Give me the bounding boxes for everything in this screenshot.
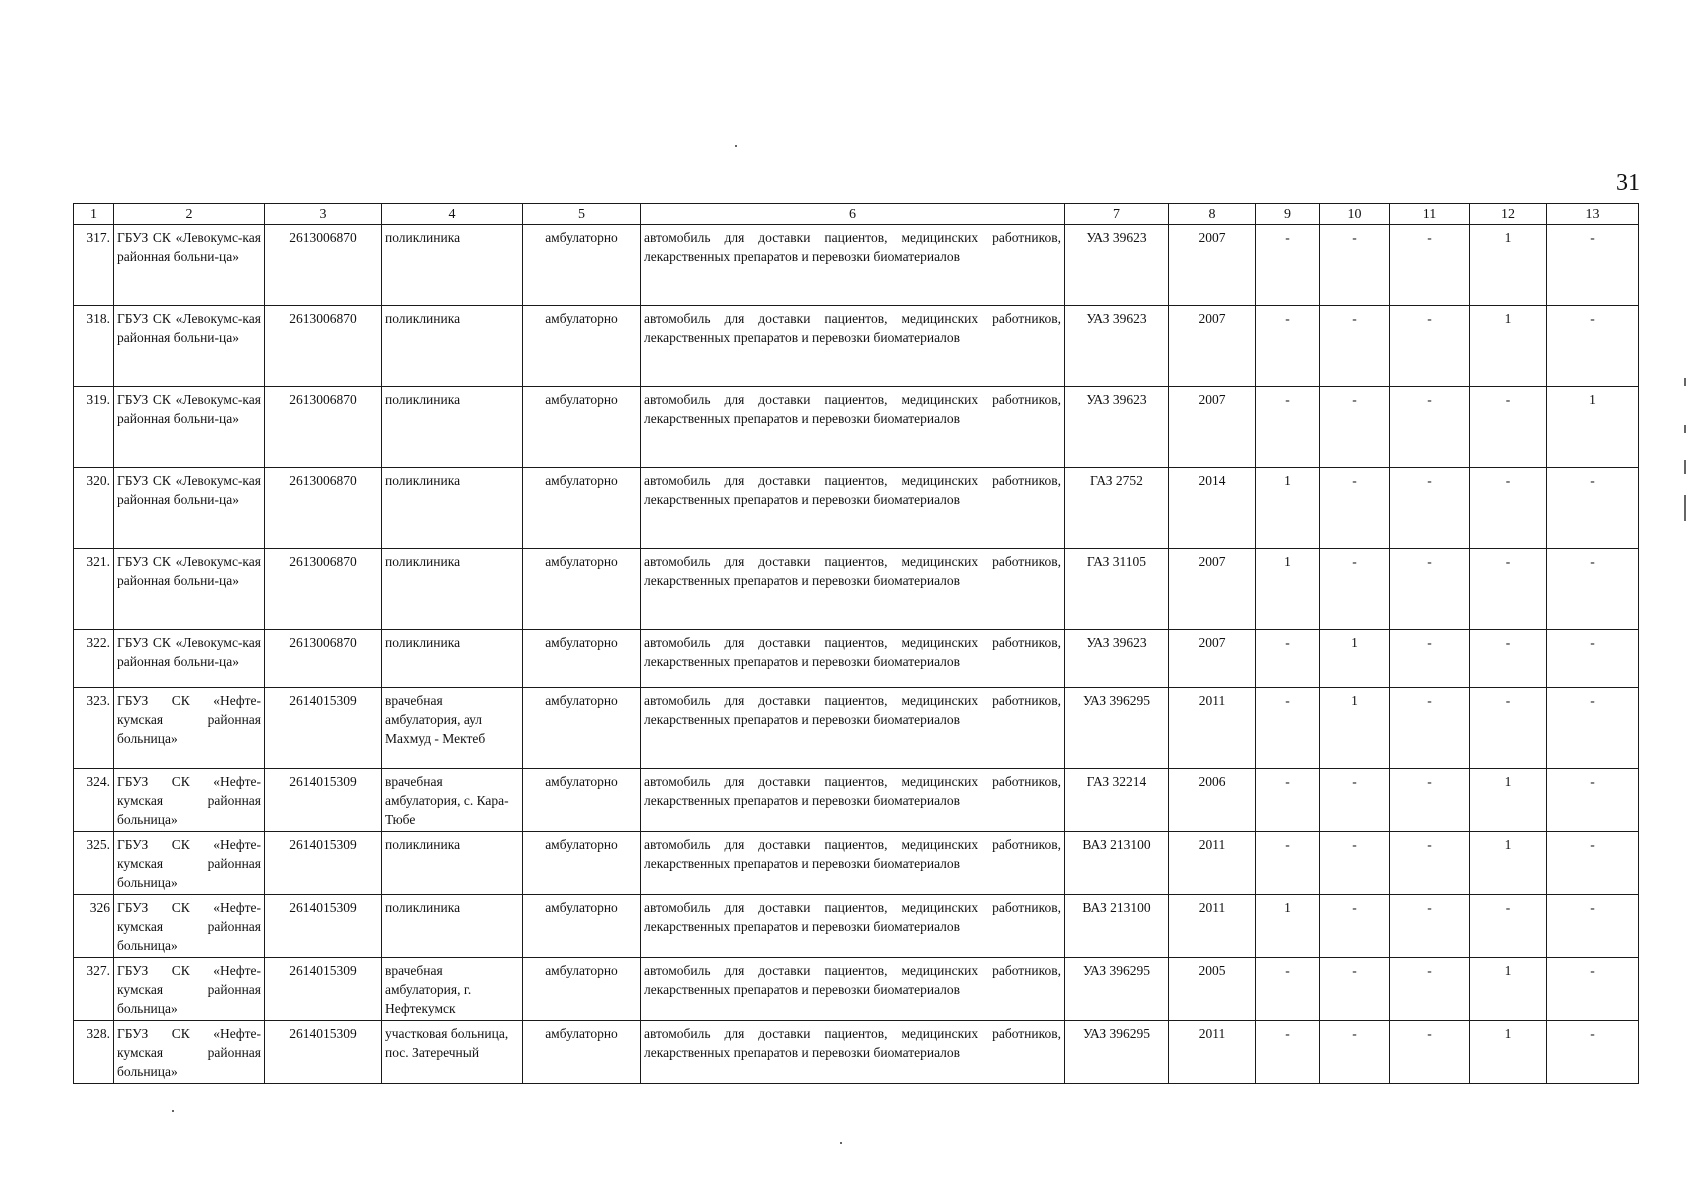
wear-category-10-cell: - [1320, 306, 1390, 387]
subdivision-name-cell: поликлиника [382, 387, 523, 468]
wear-category-12-cell: - [1470, 688, 1547, 769]
vehicle-purpose-cell: автомобиль для доставки пациентов, медицинских работников, лекарственных препаратов и перевозки биоматериалов [641, 832, 1065, 895]
wear-category-10-cell: - [1320, 549, 1390, 630]
row-number-cell: 323. [74, 688, 114, 769]
manufacture-year-cell: 2007 [1169, 630, 1256, 688]
wear-category-12-cell: 1 [1470, 958, 1547, 1021]
manufacture-year-cell: 2007 [1169, 225, 1256, 306]
organization-name-cell: ГБУЗ СК «Левокумс-кая районная больни-ца» [114, 387, 265, 468]
vehicle-purpose-cell: автомобиль для доставки пациентов, медицинских работников, лекарственных препаратов и перевозки биоматериалов [641, 895, 1065, 958]
vehicle-purpose-cell: автомобиль для доставки пациентов, медицинских работников, лекарственных препаратов и перевозки биоматериалов [641, 769, 1065, 832]
table-row [74, 225, 1639, 306]
table-row [74, 688, 1639, 769]
wear-category-13-cell: - [1547, 225, 1639, 306]
wear-category-11-cell: - [1390, 630, 1470, 688]
wear-category-11-cell: - [1390, 225, 1470, 306]
table-row [74, 958, 1639, 1021]
wear-category-12-cell: 1 [1470, 832, 1547, 895]
vehicle-purpose-cell: автомобиль для доставки пациентов, медицинских работников, лекарственных препаратов и перевозки биоматериалов [641, 468, 1065, 549]
table-body [74, 225, 1639, 1084]
vehicle-model-cell: УАЗ 39623 [1065, 306, 1169, 387]
wear-category-9-cell: - [1256, 225, 1320, 306]
wear-category-13-cell: - [1547, 832, 1639, 895]
wear-category-9-cell: - [1256, 1021, 1320, 1084]
wear-category-9-cell: - [1256, 688, 1320, 769]
wear-category-13-cell: - [1547, 468, 1639, 549]
wear-category-10-cell: - [1320, 468, 1390, 549]
inn-number-cell: 2613006870 [265, 549, 382, 630]
column-header: 9 [1256, 204, 1320, 225]
inn-number-cell: 2613006870 [265, 387, 382, 468]
vehicle-purpose-cell: автомобиль для доставки пациентов, медицинских работников, лекарственных препаратов и перевозки биоматериалов [641, 306, 1065, 387]
organization-name-cell: ГБУЗ СК «Нефте-кумская районная больница» [114, 688, 265, 769]
vehicle-model-cell: ВАЗ 213100 [1065, 895, 1169, 958]
wear-category-10-cell: - [1320, 387, 1390, 468]
wear-category-13-cell: - [1547, 306, 1639, 387]
row-number-cell: 325. [74, 832, 114, 895]
care-conditions-cell: амбулаторно [523, 630, 641, 688]
vehicle-model-cell: УАЗ 39623 [1065, 630, 1169, 688]
organization-name-cell: ГБУЗ СК «Левокумс-кая районная больни-ца» [114, 225, 265, 306]
organization-name-cell: ГБУЗ СК «Нефте-кумская районная больница» [114, 958, 265, 1021]
organization-name-cell: ГБУЗ СК «Нефте-кумская районная больница» [114, 769, 265, 832]
manufacture-year-cell: 2011 [1169, 1021, 1256, 1084]
wear-category-11-cell: - [1390, 306, 1470, 387]
wear-category-13-cell: - [1547, 1021, 1639, 1084]
wear-category-11-cell: - [1390, 549, 1470, 630]
row-number-cell: 318. [74, 306, 114, 387]
row-number-cell: 322. [74, 630, 114, 688]
wear-category-11-cell: - [1390, 1021, 1470, 1084]
column-header: 6 [641, 204, 1065, 225]
inn-number-cell: 2613006870 [265, 630, 382, 688]
column-header: 2 [114, 204, 265, 225]
organization-name-cell: ГБУЗ СК «Левокумс-кая районная больни-ца» [114, 549, 265, 630]
column-header: 13 [1547, 204, 1639, 225]
vehicle-model-cell: ВАЗ 213100 [1065, 832, 1169, 895]
subdivision-name-cell: поликлиника [382, 306, 523, 387]
inn-number-cell: 2614015309 [265, 895, 382, 958]
subdivision-name-cell: поликлиника [382, 549, 523, 630]
subdivision-name-cell: поликлиника [382, 468, 523, 549]
wear-category-12-cell: 1 [1470, 769, 1547, 832]
wear-category-12-cell: - [1470, 630, 1547, 688]
column-header: 8 [1169, 204, 1256, 225]
wear-category-11-cell: - [1390, 387, 1470, 468]
subdivision-name-cell: поликлиника [382, 832, 523, 895]
subdivision-name-cell: врачебная амбулатория, с. Кара-Тюбе [382, 769, 523, 832]
care-conditions-cell: амбулаторно [523, 549, 641, 630]
manufacture-year-cell: 2006 [1169, 769, 1256, 832]
table-row [74, 549, 1639, 630]
wear-category-11-cell: - [1390, 769, 1470, 832]
wear-category-11-cell: - [1390, 688, 1470, 769]
column-header: 4 [382, 204, 523, 225]
wear-category-11-cell: - [1390, 468, 1470, 549]
wear-category-10-cell: - [1320, 1021, 1390, 1084]
row-number-cell: 319. [74, 387, 114, 468]
table-row [74, 895, 1639, 958]
vehicle-model-cell: ГАЗ 32214 [1065, 769, 1169, 832]
row-number-cell: 327. [74, 958, 114, 1021]
care-conditions-cell: амбулаторно [523, 958, 641, 1021]
organization-name-cell: ГБУЗ СК «Нефте-кумская районная больница» [114, 895, 265, 958]
vehicle-purpose-cell: автомобиль для доставки пациентов, медицинских работников, лекарственных препаратов и перевозки биоматериалов [641, 1021, 1065, 1084]
care-conditions-cell: амбулаторно [523, 468, 641, 549]
row-number-cell: 324. [74, 769, 114, 832]
scan-edge-mark [1684, 378, 1686, 386]
manufacture-year-cell: 2007 [1169, 549, 1256, 630]
manufacture-year-cell: 2014 [1169, 468, 1256, 549]
vehicle-table [73, 203, 1639, 1084]
inn-number-cell: 2614015309 [265, 958, 382, 1021]
wear-category-9-cell: 1 [1256, 468, 1320, 549]
table-row [74, 832, 1639, 895]
vehicle-purpose-cell: автомобиль для доставки пациентов, медицинских работников, лекарственных препаратов и перевозки биоматериалов [641, 958, 1065, 1021]
table-row [74, 387, 1639, 468]
scan-edge-mark [1684, 495, 1686, 521]
column-header: 10 [1320, 204, 1390, 225]
inn-number-cell: 2613006870 [265, 468, 382, 549]
organization-name-cell: ГБУЗ СК «Левокумс-кая районная больни-ца» [114, 306, 265, 387]
scan-speck [172, 1110, 174, 1112]
column-header: 11 [1390, 204, 1470, 225]
vehicle-purpose-cell: автомобиль для доставки пациентов, медицинских работников, лекарственных препаратов и перевозки биоматериалов [641, 225, 1065, 306]
care-conditions-cell: амбулаторно [523, 769, 641, 832]
wear-category-12-cell: - [1470, 549, 1547, 630]
wear-category-10-cell: - [1320, 895, 1390, 958]
wear-category-12-cell: - [1470, 895, 1547, 958]
wear-category-12-cell: 1 [1470, 306, 1547, 387]
inn-number-cell: 2614015309 [265, 1021, 382, 1084]
care-conditions-cell: амбулаторно [523, 688, 641, 769]
wear-category-9-cell: 1 [1256, 895, 1320, 958]
wear-category-13-cell: - [1547, 688, 1639, 769]
wear-category-10-cell: 1 [1320, 688, 1390, 769]
vehicle-model-cell: УАЗ 396295 [1065, 958, 1169, 1021]
scan-edge-mark [1684, 460, 1686, 474]
wear-category-13-cell: - [1547, 958, 1639, 1021]
wear-category-9-cell: 1 [1256, 549, 1320, 630]
subdivision-name-cell: поликлиника [382, 895, 523, 958]
table-row [74, 630, 1639, 688]
wear-category-9-cell: - [1256, 769, 1320, 832]
wear-category-10-cell: - [1320, 225, 1390, 306]
column-header: 12 [1470, 204, 1547, 225]
wear-category-12-cell: - [1470, 387, 1547, 468]
manufacture-year-cell: 2011 [1169, 895, 1256, 958]
inn-number-cell: 2613006870 [265, 306, 382, 387]
wear-category-12-cell: - [1470, 468, 1547, 549]
inn-number-cell: 2613006870 [265, 225, 382, 306]
wear-category-9-cell: - [1256, 387, 1320, 468]
wear-category-10-cell: 1 [1320, 630, 1390, 688]
table-row [74, 306, 1639, 387]
organization-name-cell: ГБУЗ СК «Левокумс-кая районная больни-ца» [114, 468, 265, 549]
care-conditions-cell: амбулаторно [523, 225, 641, 306]
vehicle-model-cell: УАЗ 396295 [1065, 688, 1169, 769]
wear-category-9-cell: - [1256, 306, 1320, 387]
inn-number-cell: 2614015309 [265, 832, 382, 895]
manufacture-year-cell: 2011 [1169, 832, 1256, 895]
wear-category-9-cell: - [1256, 832, 1320, 895]
manufacture-year-cell: 2007 [1169, 306, 1256, 387]
scan-speck [735, 145, 737, 147]
vehicle-purpose-cell: автомобиль для доставки пациентов, медицинских работников, лекарственных препаратов и перевозки биоматериалов [641, 549, 1065, 630]
vehicle-purpose-cell: автомобиль для доставки пациентов, медицинских работников, лекарственных препаратов и перевозки биоматериалов [641, 688, 1065, 769]
row-number-cell: 317. [74, 225, 114, 306]
wear-category-11-cell: - [1390, 895, 1470, 958]
table-row [74, 1021, 1639, 1084]
organization-name-cell: ГБУЗ СК «Левокумс-кая районная больни-ца» [114, 630, 265, 688]
vehicle-model-cell: УАЗ 39623 [1065, 225, 1169, 306]
vehicle-model-cell: ГАЗ 31105 [1065, 549, 1169, 630]
row-number-cell: 328. [74, 1021, 114, 1084]
vehicle-model-cell: УАЗ 396295 [1065, 1021, 1169, 1084]
manufacture-year-cell: 2007 [1169, 387, 1256, 468]
vehicle-model-cell: УАЗ 39623 [1065, 387, 1169, 468]
wear-category-12-cell: 1 [1470, 1021, 1547, 1084]
scan-speck [840, 1142, 842, 1144]
manufacture-year-cell: 2005 [1169, 958, 1256, 1021]
subdivision-name-cell: врачебная амбулатория, аул Махмуд - Мектеб [382, 688, 523, 769]
subdivision-name-cell: врачебная амбулатория, г. Нефтекумск [382, 958, 523, 1021]
wear-category-12-cell: 1 [1470, 225, 1547, 306]
wear-category-10-cell: - [1320, 958, 1390, 1021]
inn-number-cell: 2614015309 [265, 688, 382, 769]
row-number-cell: 320. [74, 468, 114, 549]
organization-name-cell: ГБУЗ СК «Нефте-кумская районная больница» [114, 1021, 265, 1084]
column-header: 7 [1065, 204, 1169, 225]
column-header: 3 [265, 204, 382, 225]
wear-category-9-cell: - [1256, 630, 1320, 688]
wear-category-11-cell: - [1390, 958, 1470, 1021]
vehicle-model-cell: ГАЗ 2752 [1065, 468, 1169, 549]
scan-edge-mark [1684, 425, 1686, 433]
row-number-cell: 321. [74, 549, 114, 630]
subdivision-name-cell: поликлиника [382, 630, 523, 688]
wear-category-13-cell: - [1547, 769, 1639, 832]
column-number-row [74, 204, 1639, 225]
wear-category-13-cell: - [1547, 895, 1639, 958]
subdivision-name-cell: поликлиника [382, 225, 523, 306]
care-conditions-cell: амбулаторно [523, 306, 641, 387]
manufacture-year-cell: 2011 [1169, 688, 1256, 769]
table-row [74, 769, 1639, 832]
row-number-cell: 326 [74, 895, 114, 958]
wear-category-9-cell: - [1256, 958, 1320, 1021]
inn-number-cell: 2614015309 [265, 769, 382, 832]
column-header: 1 [74, 204, 114, 225]
wear-category-10-cell: - [1320, 769, 1390, 832]
wear-category-11-cell: - [1390, 832, 1470, 895]
vehicle-purpose-cell: автомобиль для доставки пациентов, медицинских работников, лекарственных препаратов и перевозки биоматериалов [641, 630, 1065, 688]
wear-category-13-cell: 1 [1547, 387, 1639, 468]
subdivision-name-cell: участковая больница, пос. Затеречный [382, 1021, 523, 1084]
care-conditions-cell: амбулаторно [523, 832, 641, 895]
organization-name-cell: ГБУЗ СК «Нефте-кумская районная больница» [114, 832, 265, 895]
page-number: 31 [1616, 170, 1640, 196]
column-header: 5 [523, 204, 641, 225]
care-conditions-cell: амбулаторно [523, 895, 641, 958]
care-conditions-cell: амбулаторно [523, 1021, 641, 1084]
wear-category-13-cell: - [1547, 549, 1639, 630]
wear-category-13-cell: - [1547, 630, 1639, 688]
care-conditions-cell: амбулаторно [523, 387, 641, 468]
wear-category-10-cell: - [1320, 832, 1390, 895]
table-row [74, 468, 1639, 549]
vehicle-purpose-cell: автомобиль для доставки пациентов, медицинских работников, лекарственных препаратов и перевозки биоматериалов [641, 387, 1065, 468]
